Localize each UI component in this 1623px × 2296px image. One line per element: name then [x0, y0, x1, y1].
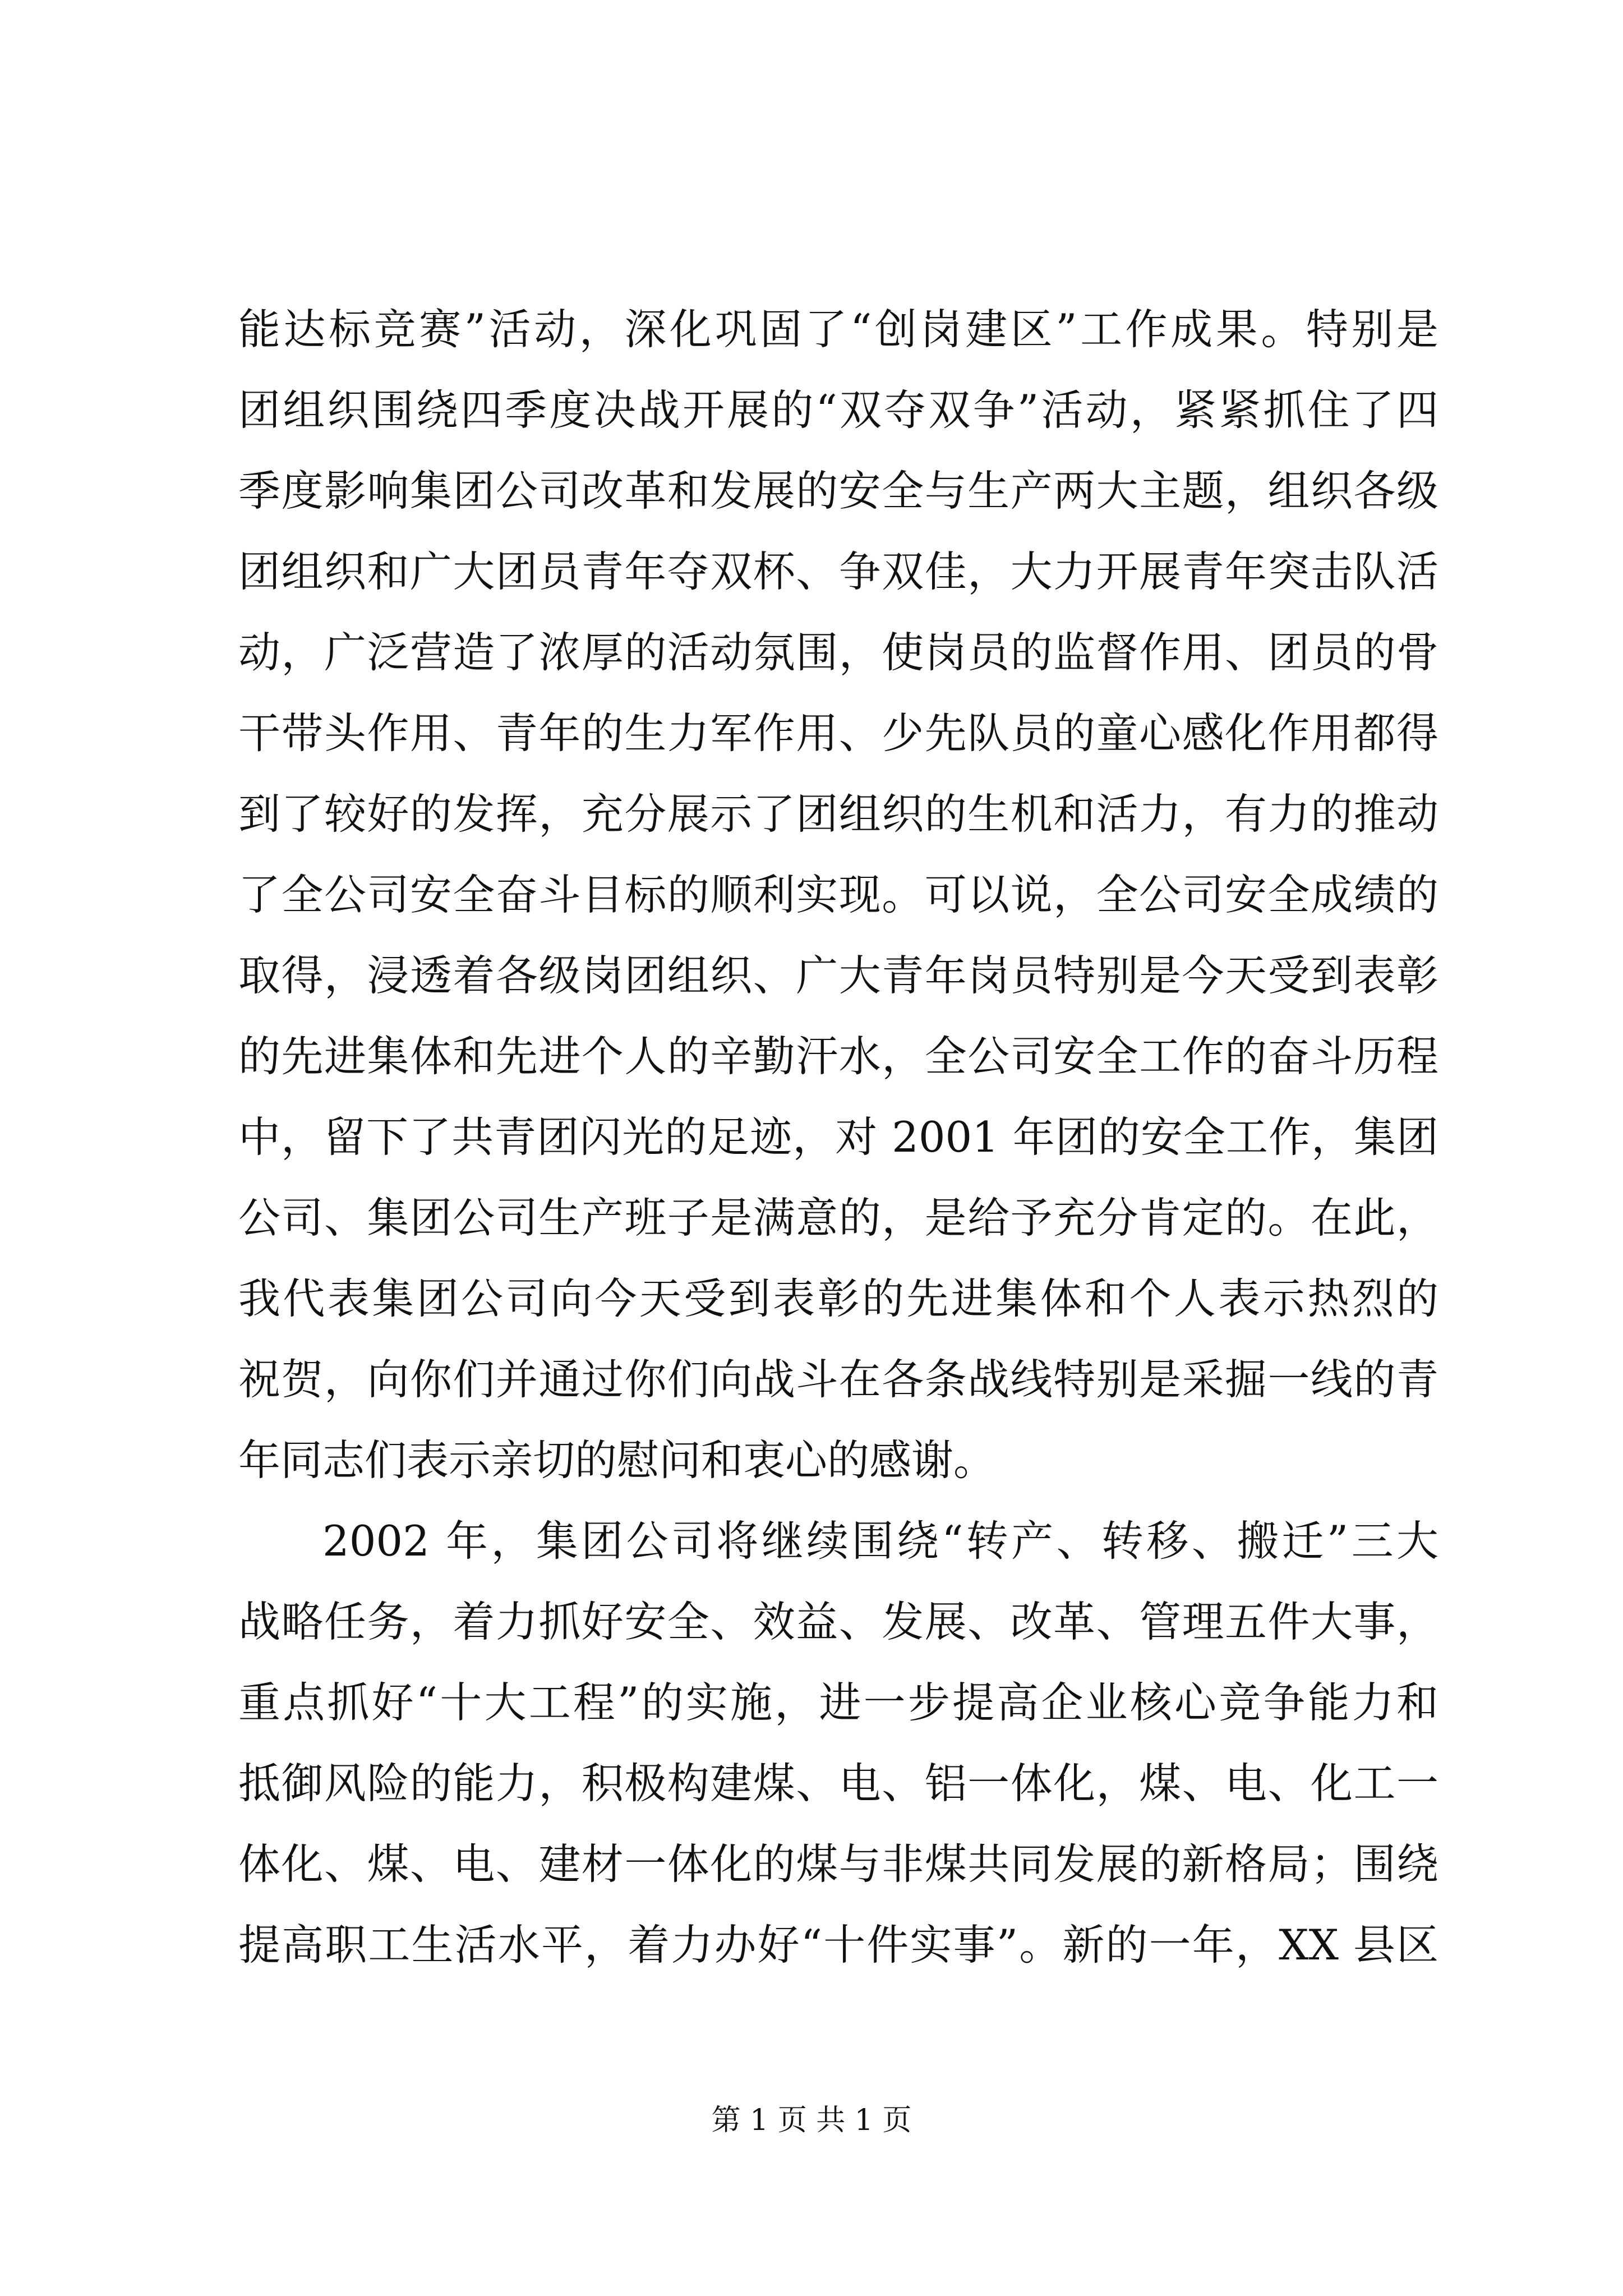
text-line: 祝贺，向你们并通过你们向战斗在各条战线特别是采掘一线的青	[238, 1355, 1438, 1404]
text-line: 团组织围绕四季度决战开展的“双夺双争”活动，紧紧抓住了四	[238, 385, 1438, 435]
text-line: 年同志们表示亲切的慰问和衷心的感谢。	[238, 1435, 996, 1485]
text-line: 我代表集团公司向今天受到表彰的先进集体和个人表示热烈的	[238, 1274, 1438, 1323]
text-line: 公司、集团公司生产班子是满意的，是给予充分肯定的。在此，	[238, 1193, 1438, 1243]
text-line: 战略任务，着力抓好安全、效益、发展、改革、管理五件大事，	[238, 1597, 1438, 1646]
body-text	[238, 289, 1438, 1985]
text-line: 了全公司安全奋斗目标的顺利实现。可以说，全公司安全成绩的	[238, 870, 1438, 919]
text-line: 团组织和广大团员青年夺双杯、争双佳，大力开展青年突击队活	[238, 547, 1438, 596]
page-footer: 第 1 页 共 1 页	[711, 2104, 912, 2137]
text-line: 季度影响集团公司改革和发展的安全与生产两大主题，组织各级	[238, 466, 1438, 516]
text-line: 体化、煤、电、建材一体化的煤与非煤共同发展的新格局；围绕	[238, 1839, 1438, 1889]
text-line: 抵御风险的能力，积极构建煤、电、铝一体化，煤、电、化工一	[238, 1759, 1438, 1808]
text-line: 中，留下了共青团闪光的足迹，对 2001 年团的安全工作，集团	[238, 1112, 1438, 1162]
text-line: 重点抓好“十大工程”的实施，进一步提高企业核心竞争能力和	[238, 1678, 1438, 1727]
text-line: 的先进集体和先进个人的辛勤汗水，全公司安全工作的奋斗历程	[238, 1032, 1438, 1081]
text-line: 干带头作用、青年的生力军作用、少先队员的童心感化作用都得	[238, 708, 1438, 758]
text-line: 2002 年，集团公司将继续围绕“转产、转移、搬迁”三大	[322, 1516, 1438, 1566]
text-line: 取得，浸透着各级岗团组织、广大青年岗员特别是今天受到表彰	[238, 951, 1438, 1000]
text-line: 能达标竞赛”活动，深化巩固了“创岗建区”工作成果。特别是	[238, 305, 1438, 354]
text-line: 提高职工生活水平，着力办好“十件实事”。新的一年，XX 县区	[238, 1920, 1438, 1970]
text-line: 动，广泛营造了浓厚的活动氛围，使岗员的监督作用、团员的骨	[238, 628, 1438, 677]
text-line: 到了较好的发挥，充分展示了团组织的生机和活力，有力的推动	[238, 789, 1438, 839]
